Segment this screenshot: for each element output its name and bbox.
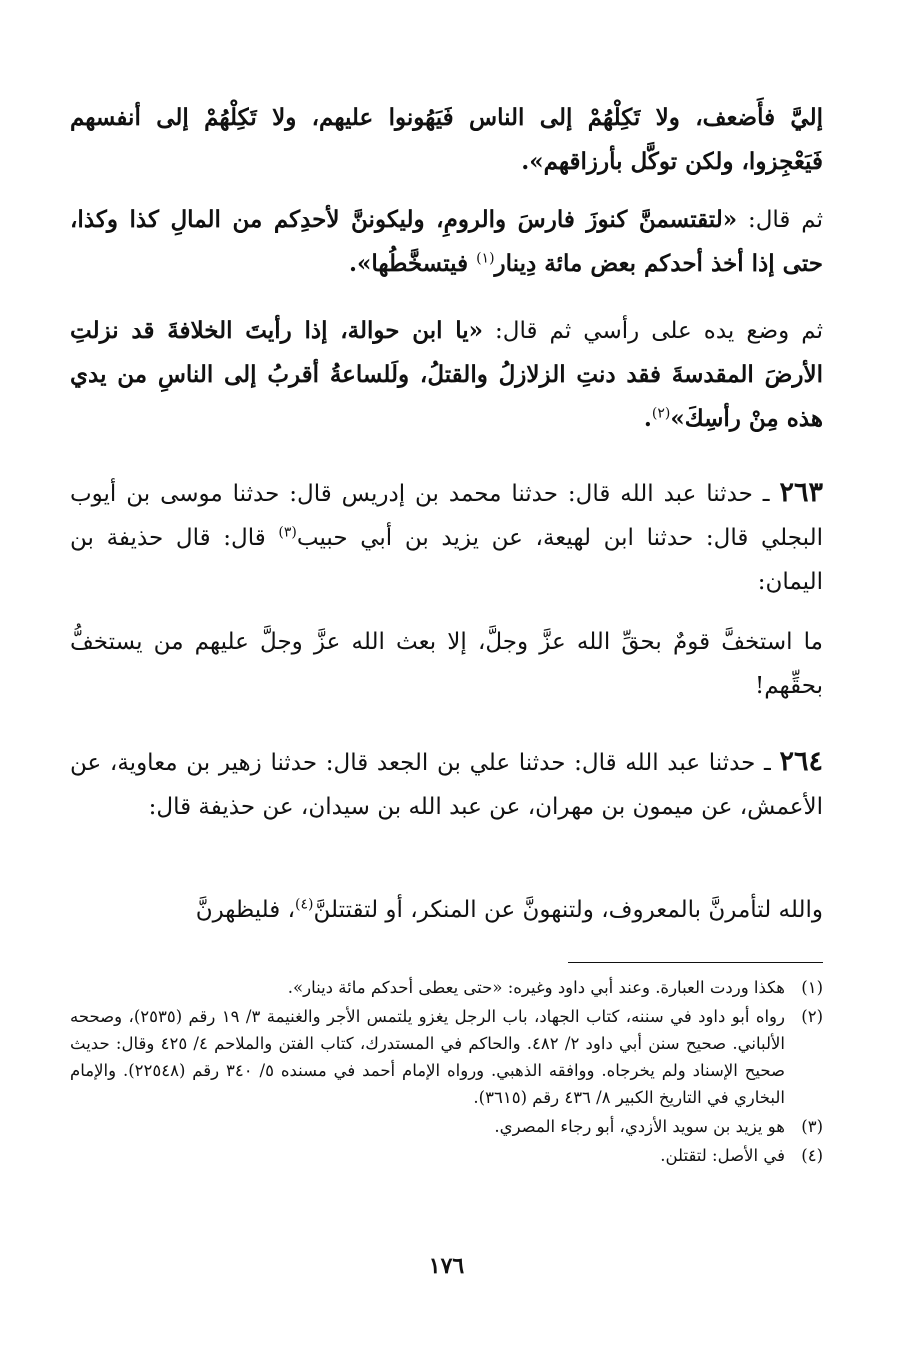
- isnad-text: ـ حدثنا عبد الله قال: حدثنا علي بن الجعد قال: حدثنا زهير بن معاوية، عن الأعمش، عن ميمون بن مهران، عن عبد الله بن سيدان، عن حذيفة قال:: [70, 750, 823, 820]
- footnote-text: في الأصل: لتقتلن.: [660, 1146, 785, 1165]
- footnote-item: [70, 974, 823, 1001]
- footnote-number: (٢): [801, 1007, 823, 1026]
- paragraph-lead: ثم وضع يده على رأسي ثم قال:: [483, 318, 823, 344]
- footnote-ref-3[interactable]: (٣): [278, 524, 297, 541]
- hadith-quote: «لتقتسمنَّ كنوزَ فارسَ والرومِ، وليكوننَّ لأحدِكم من المالِ كذا وكذا، حتى إذا أخذ أحدكم بعض مائة دِينار: [70, 206, 823, 277]
- hadith-quote-end: .: [643, 405, 652, 432]
- footnote-ref-4[interactable]: (٤): [295, 896, 314, 913]
- isnad-end: قال: قال حذيفة بن اليمان:: [70, 525, 823, 595]
- paragraph-caliphate: [70, 309, 823, 441]
- footnotes: [70, 974, 823, 1171]
- footnote-item: [70, 1113, 823, 1140]
- page-number: ١٧٦: [428, 1253, 465, 1279]
- hadith-quote: «يا ابن حوالة، إذا رأيتَ الخلافةَ قد نزلتِ الأرضَ المقدسةَ فقد دنتِ الزلازلُ والقتلُ، ولَلساعةُ أقربُ إلى الناسِ من يدي هذه مِنْ رأسِكَ»: [70, 317, 823, 432]
- footnote-number: (٣): [801, 1117, 823, 1136]
- footnote-text: رواه أبو داود في سننه، كتاب الجهاد، باب الرجل يغزو يلتمس الأجر والغنيمة ٣/ ١٩ رقم (٢٥٣٥)، وصححه الألباني. صحيح سنن أبي داود ٢/ ٤٨٢. والحاكم في المستدرك، كتاب الفتن والملاحم ٤/ ٤٢٥ وقال: حديث صحيح الإسناد ولم يخرجاه. ووافقه الذهبي. ورواه الإمام أحمد في مسنده ٥/ ٣٤٠ رقم (٢٢٥٤٨). والإمام البخاري في التاريخ الكبير ٨/ ٤٣٦ رقم (٣٦١٥).: [70, 1007, 786, 1107]
- footnote-item: [70, 1142, 823, 1169]
- paragraph-text: إليَّ فأَضعف، ولا تَكِلْهُمْ إلى الناس فَيَهُونوا عليهم، ولا تَكِلْهُمْ إلى أنفسهم فَيَعْجِزوا، ولكن توكَّل بأرزاقهم».: [70, 104, 823, 175]
- footnote-text: هو يزيد بن سويد الأزدي، أبو رجاء المصري.: [494, 1117, 785, 1136]
- isnad-text: ـ حدثنا عبد الله قال: حدثنا محمد بن إدريس قال: حدثنا موسى بن أيوب البجلي قال: حدثنا ابن لهيعة، عن يزيد بن أبي حبيب: [70, 481, 823, 551]
- footnote-text: هكذا وردت العبارة. وعند أبي داود وغيره: «حتى يعطى أحدكم مائة دينار».: [287, 978, 785, 997]
- narration-264: [70, 740, 823, 829]
- quote-text: والله لتأمرنَّ بالمعروف، ولتنهونَّ عن المنكر، أو لتقتتلنَّ: [313, 897, 823, 923]
- narration-number: ٢٦٤: [779, 746, 823, 777]
- paragraph-continuation: [70, 96, 823, 184]
- quote-text-end: ، فليظهرنَّ: [195, 897, 296, 923]
- narration-263: [70, 471, 823, 604]
- quote-text: ما استخفَّ قومٌ بحقِّ الله عزَّ وجلَّ، إلا بعث الله عزَّ وجلَّ عليهم من يستخفُّ بحقِّهم!: [70, 629, 823, 699]
- footnote-number: (١): [801, 978, 823, 997]
- paragraph-lead: ثم قال:: [737, 207, 823, 233]
- hadith-quote-end: فيتسخَّطُها».: [348, 250, 477, 277]
- footnote-separator: [568, 962, 823, 963]
- footnote-item: [70, 1003, 823, 1111]
- book-page: [70, 0, 823, 1353]
- quote-264: [70, 888, 823, 932]
- narration-number: ٢٦٣: [779, 477, 823, 508]
- footnote-number: (٤): [801, 1146, 823, 1165]
- paragraph-treasures: [70, 198, 823, 286]
- footnote-ref-2[interactable]: (٢): [651, 405, 671, 422]
- quote-263: [70, 620, 823, 708]
- footnote-ref-1[interactable]: (١): [476, 250, 495, 267]
